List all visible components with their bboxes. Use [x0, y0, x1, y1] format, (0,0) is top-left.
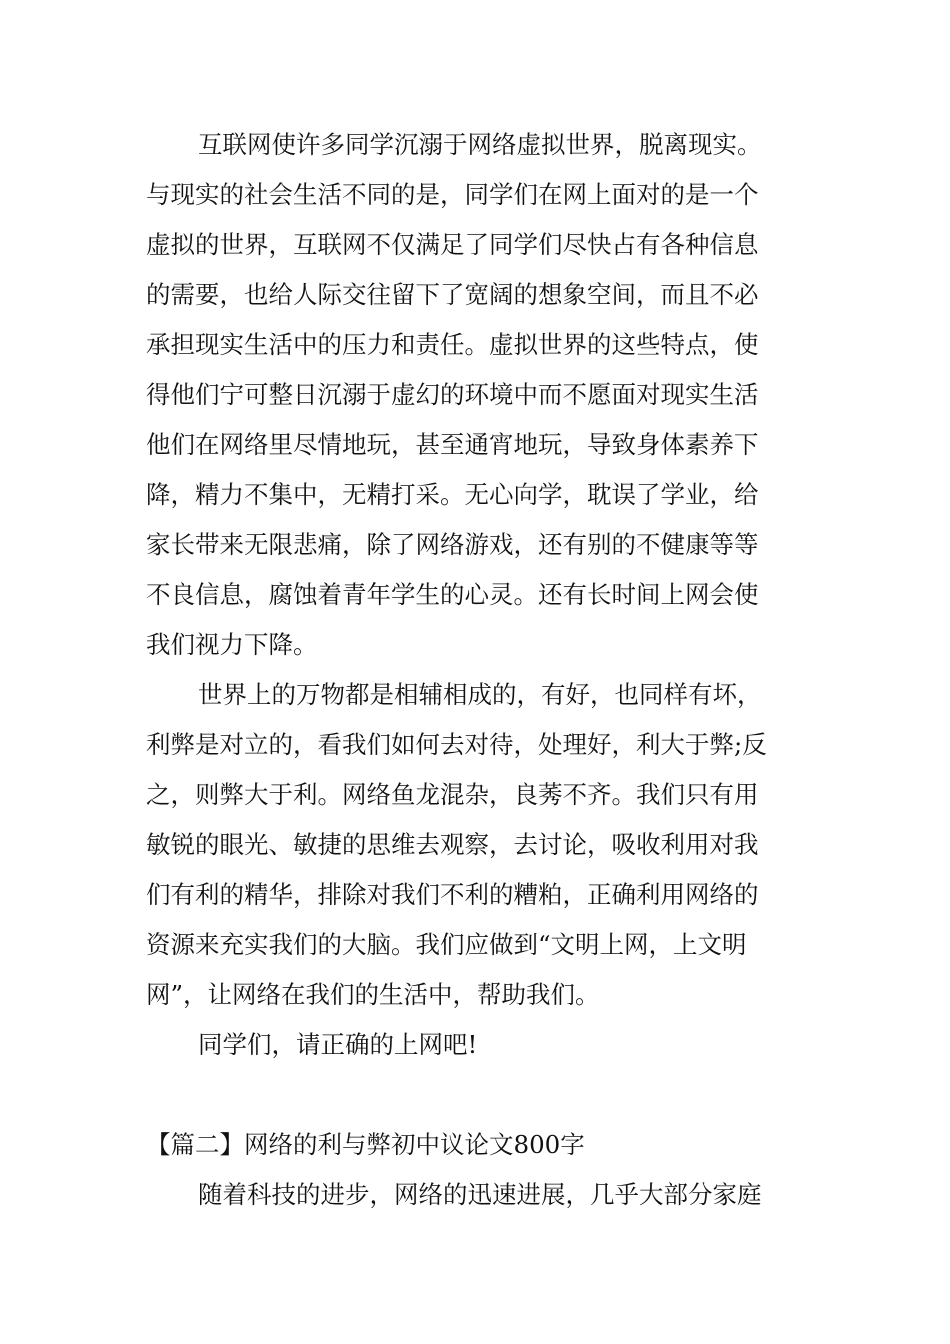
- document-body: [146, 120, 814, 1220]
- paragraph-3: [146, 1020, 814, 1070]
- section-first-line: 随着科技的进步，网络的迅速进展，几乎大部分家庭: [198, 1180, 762, 1209]
- paragraph-line: 之，则弊大于利。网络鱼龙混杂，良莠不齐。我们只有用: [146, 780, 759, 809]
- paragraph-line: 们有利的精华，排除对我们不利的糟粕，正确利用网络的: [146, 880, 759, 909]
- paragraph-line: 利弊是对立的，看我们如何去对待，处理好，利大于弊;反: [146, 730, 767, 759]
- paragraph-line: 同学们，请正确的上网吧!: [198, 1030, 478, 1059]
- paragraph-line: 不良信息，腐蚀着青年学生的心灵。还有长时间上网会使: [146, 580, 759, 609]
- section-gap: [146, 1070, 814, 1120]
- paragraph-1: [146, 120, 814, 670]
- paragraph-line: 的需要，也给人际交往留下了宽阔的想象空间，而且不必: [146, 280, 759, 309]
- paragraph-line: 与现实的社会生活不同的是，同学们在网上面对的是一个: [146, 180, 759, 209]
- paragraph-line: 承担现实生活中的压力和责任。虚拟世界的这些特点，使: [146, 330, 759, 359]
- paragraph-line: 网”，让网络在我们的生活中，帮助我们。: [146, 980, 600, 1009]
- paragraph-line: 资源来充实我们的大脑。我们应做到“文明上网，上文明: [146, 930, 747, 959]
- paragraph-line: 我们视力下降。: [146, 630, 318, 659]
- paragraph-line: 虚拟的世界，互联网不仅满足了同学们尽快占有各种信息: [146, 230, 759, 259]
- paragraph-line: 他们在网络里尽情地玩，甚至通宵地玩，导致身体素养下: [146, 430, 759, 459]
- paragraph-line: 降，精力不集中，无精打采。无心向学，耽误了学业，给: [146, 480, 759, 509]
- paragraph-line: 得他们宁可整日沉溺于虚幻的环境中而不愿面对现实生活: [146, 380, 759, 409]
- paragraph-line: 世界上的万物都是相辅相成的，有好，也同样有坏，: [198, 680, 762, 709]
- paragraph-line: 互联网使许多同学沉溺于网络虚拟世界，脱离现实。: [198, 130, 762, 159]
- paragraph-2: [146, 670, 814, 1020]
- paragraph-line: 家长带来无限悲痛，除了网络游戏，还有别的不健康等等: [146, 530, 759, 559]
- section-heading: 【篇二】网络的利与弊初中议论文800字: [146, 1130, 585, 1159]
- paragraph-line: 敏锐的眼光、敏捷的思维去观察，去讨论，吸收利用对我: [146, 830, 759, 859]
